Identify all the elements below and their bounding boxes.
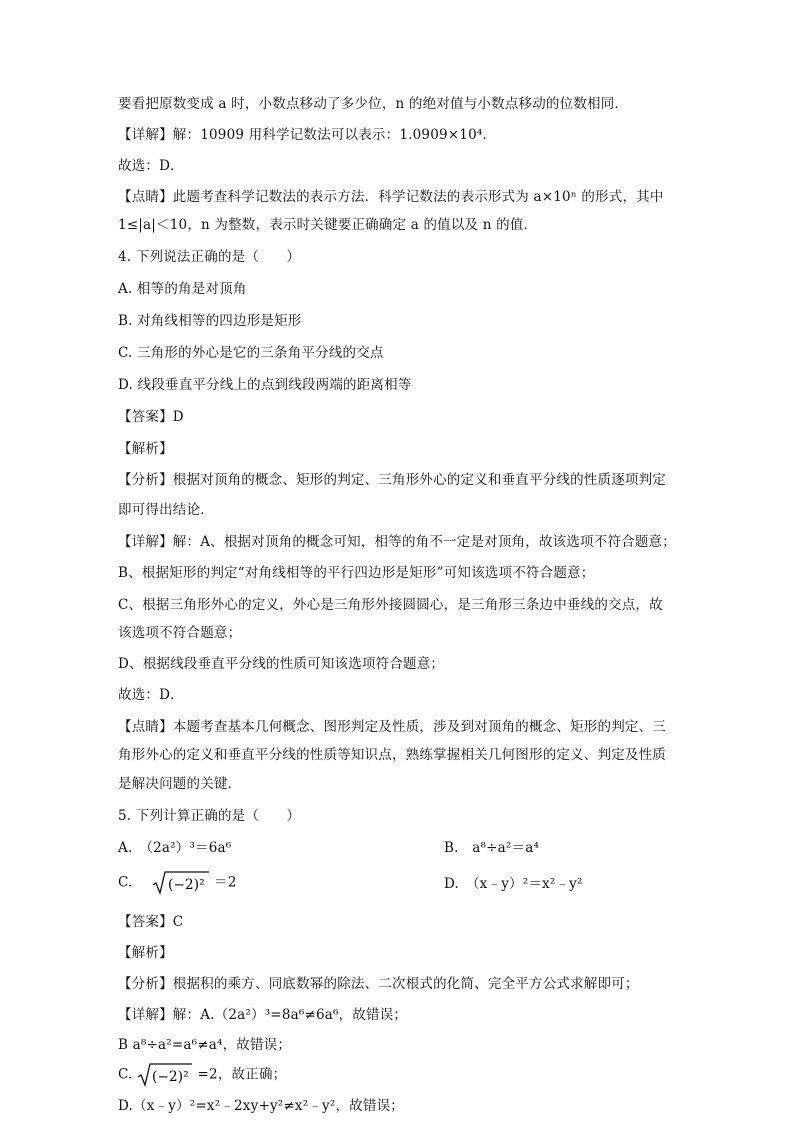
text-line: 1≤|a|＜10，n 为整数，表示时关键要正确确定 a 的值以及 n 的值．: [118, 217, 538, 233]
text-line: 是解决问题的关键．: [118, 776, 242, 792]
text-line: 要看把原数变成 a 时，小数点移动了多少位，n 的绝对值与小数点移动的位数相同．: [118, 96, 629, 112]
question-4-option-b: B. 对角线相等的四边形是矩形: [118, 313, 302, 329]
question-5-option-b: B. a⁸÷a²＝a⁴: [444, 840, 540, 856]
answer-label: 【答案】C: [118, 914, 184, 930]
question-4-option-c: C. 三角形的外心是它的三条角平分线的交点: [118, 345, 384, 361]
text-line: 故选：D．: [118, 158, 184, 174]
question-4-stem: 4. 下列说法正确的是（ ）: [118, 249, 301, 265]
radical-symbol-icon: [137, 1062, 193, 1088]
text-line: 【点睛】此题考查科学记数法的表示方法．科学记数法的表示形式为 a×10ⁿ 的形式，其中: [118, 189, 664, 205]
text-line: 该选项不符合题意；: [118, 625, 242, 641]
text-line: 【分析】根据对顶角的概念、矩形的判定、三角形外心的定义和垂直平分线的性质逐项判定: [118, 472, 666, 488]
text-line: 【点睛】本题考查基本几何概念、图形判定及性质，涉及到对顶角的概念、矩形的判定、三: [118, 719, 666, 735]
line-rest: =2，故正确；: [197, 1066, 287, 1083]
question-5-option-a: A. （2a²）³＝6a⁶: [118, 840, 232, 856]
question-5-stem: 5. 下列计算正确的是（ ）: [118, 808, 301, 824]
radical-symbol-icon: [152, 870, 210, 896]
question-4-option-a: A. 相等的角是对顶角: [118, 281, 247, 297]
question-5-option-c: [118, 870, 237, 896]
text-line: D、根据线段垂直平分线的性质可知该选项符合题意；: [118, 656, 445, 672]
analysis-label: 【解析】: [118, 441, 173, 457]
text-line: 【详解】解：10909 用科学记数法可以表示：1.0909×10⁴．: [118, 127, 497, 143]
text-line: C、根据三角形外心的定义，外心是三角形外接圆圆心，是三角形三条边中垂线的交点，故: [118, 597, 663, 613]
text-line: 【详解】解：A.（2a²）³=8a⁶≠6a⁶，故错误；: [118, 1007, 408, 1023]
text-line: D.（x﹣y）²=x²﹣2xy+y²≠x²﹣y²，故错误；: [118, 1098, 404, 1114]
square-root-sign: [152, 870, 210, 896]
radicand: (−2)²: [152, 1069, 189, 1085]
line-label: C.: [118, 1066, 133, 1083]
question-5-option-d: D. （x﹣y）²＝x²﹣y²: [444, 876, 583, 892]
option-label: C.: [118, 874, 133, 891]
text-line: 【分析】根据积的乘方、同底数幂的除法、二次根式的化简、完全平方公式求解即可；: [118, 976, 639, 992]
text-line: [118, 1062, 286, 1088]
text-line: 故选：D．: [118, 687, 184, 703]
radicand: (−2)²: [167, 877, 205, 893]
text-line: B、根据矩形的判定“对角线相等的平行四边形是矩形”可知该选项不符合题意；: [118, 565, 595, 581]
option-rest: ＝2: [214, 874, 237, 891]
text-line: 【详解】解：A、根据对顶角的概念可知，相等的角不一定是对顶角，故该选项不符合题意；: [118, 534, 676, 550]
question-4-option-d: D. 线段垂直平分线上的点到线段两端的距离相等: [118, 377, 412, 393]
text-line: B a⁸÷a²=a⁶≠a⁴，故错误；: [118, 1037, 292, 1053]
square-root-sign: [137, 1062, 193, 1088]
text-line: 角形外心的定义和垂直平分线的性质等知识点，熟练掌握相关几何图形的定义、判定及性质: [118, 747, 666, 763]
analysis-label: 【解析】: [118, 945, 173, 961]
text-line: 即可得出结论．: [118, 502, 214, 518]
answer-label: 【答案】D: [118, 409, 184, 425]
